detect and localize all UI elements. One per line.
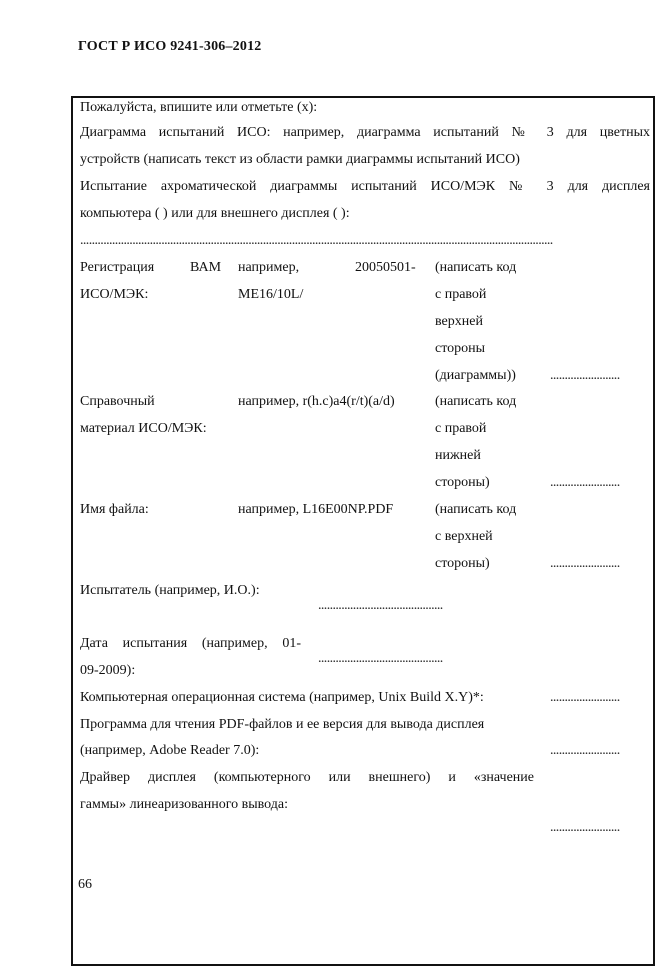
registration-example-c: ME16/10L/ [238,287,304,302]
filename-note-3: стороны) [435,556,490,571]
reference-note-4: стороны) [435,475,490,490]
form-frame [71,96,655,966]
filename-blank[interactable]: ........................ [550,556,620,571]
filename-example: например, L16E00NP.PDF [238,502,394,517]
registration-note-4: стороны [435,341,486,356]
driver-label-line1: Драйвер дисплея (компьютерного или внешнего) и «значение [80,770,534,785]
registration-label-a: Регистрация [80,260,155,275]
date-blank[interactable]: ........................................... [318,651,443,666]
separator-dots: ................................................................................................................................................................... [80,233,553,248]
pdf-reader-blank[interactable]: ........................ [550,743,620,758]
reference-label-a: Справочный [80,394,155,409]
registration-blank[interactable]: ........................ [550,368,620,383]
reference-example: например, r(h.c)a4(r/t)(a/d) [238,394,395,409]
reference-note-1: (написать код [435,394,517,409]
document-header: ГОСТ Р ИСО 9241-306–2012 [78,39,262,54]
filename-note-2: с верхней [435,529,493,544]
intro-text: Пожалуйста, впишите или отметьте (x): [80,100,318,115]
reference-blank[interactable]: ........................ [550,475,620,490]
page-number: 66 [78,877,92,892]
os-blank[interactable]: ........................ [550,690,620,705]
reference-note-3: нижней [435,448,481,463]
registration-note-1: (написать код [435,260,517,275]
registration-example-b: 20050501- [355,260,416,275]
pdf-reader-label-line1: Программа для чтения PDF-файлов и ее версия для вывода дисплея [80,717,485,732]
tester-blank[interactable]: ........................................... [318,598,443,613]
date-label-line1: Дата испытания (например, 01- [80,636,301,651]
driver-label-line2: гаммы» линеаризованного вывода: [80,797,288,812]
date-label-line2: 09-2009): [80,663,136,678]
filename-label: Имя файла: [80,502,149,517]
reference-note-2: с правой [435,421,487,436]
reference-label-c: материал ИСО/МЭК: [80,421,207,436]
registration-note-2: с правой [435,287,487,302]
registration-note-5: (диаграммы)) [435,368,516,383]
driver-blank[interactable]: ........................ [550,820,620,835]
diagram-text-line2: устройств (написать текст из области рамки диаграммы испытаний ИСО) [80,152,520,167]
registration-label-b: ВАМ [190,260,222,275]
filename-note-1: (написать код [435,502,517,517]
pdf-reader-label-line2: (например, Adobe Reader 7.0): [80,743,260,758]
registration-example-a: например, [238,260,300,275]
registration-label-c: ИСО/МЭК: [80,287,149,302]
os-label: Компьютерная операционная система (например, Unix Build X.Y)*: [80,690,484,705]
diagram-text-line1: Диаграмма испытаний ИСО: например, диаграмма испытаний № 3 для цветных [80,125,650,140]
test-text-line1: Испытание ахроматической диаграммы испытаний ИСО/МЭК № 3 для дисплея [80,179,650,194]
registration-note-3: верхней [435,314,483,329]
test-text-line2: компьютера ( ) или для внешнего дисплея ( ): [80,206,350,221]
tester-label: Испытатель (например, И.О.): [80,583,260,598]
